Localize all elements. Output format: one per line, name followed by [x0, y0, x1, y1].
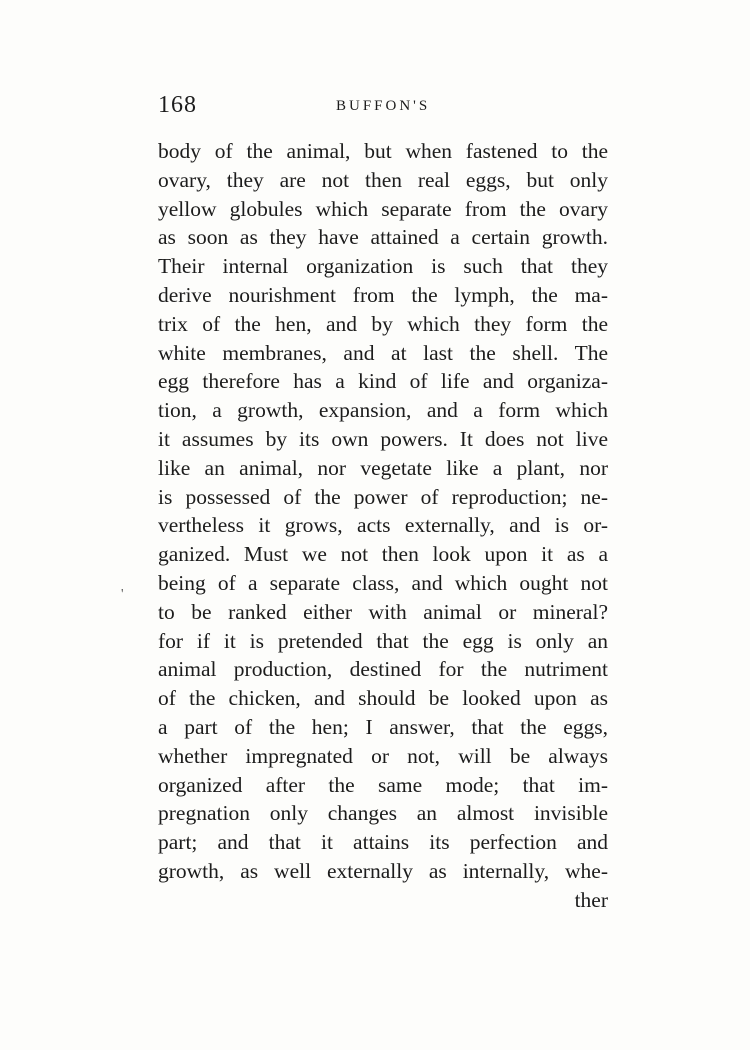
text-line: white membranes, and at last the shell. The [158, 340, 608, 365]
text-line: pregnation only changes an almost invisible [158, 801, 608, 826]
text-line: whether impregnated or not, will be always [158, 743, 608, 768]
text-line: Their internal organization is such that they [158, 254, 608, 279]
text-line: ganized. Must we not then look upon it as a [158, 542, 608, 567]
text-line: ovary, they are not then real eggs, but only [158, 167, 608, 192]
text-line: like an animal, nor vegetate like a plant, nor [158, 455, 608, 480]
text-line: yellow globules which separate from the ovary [158, 196, 608, 221]
text-line: egg therefore has a kind of life and organiza- [158, 369, 608, 394]
text-line: part; and that it attains its perfection and [158, 830, 608, 855]
text-line: is possessed of the power of reproduction; ne- [158, 484, 608, 509]
text-line: it assumes by its own powers. It does not live [158, 426, 608, 451]
text-line: of the chicken, and should be looked upon as [158, 686, 608, 711]
text-line: vertheless it grows, acts externally, and is or- [158, 513, 608, 538]
text-line: to be ranked either with animal or mineral? [158, 599, 608, 624]
text-line: a part of the hen; I answer, that the eggs, [158, 714, 608, 739]
text-line: growth, as well externally as internally, whe- [158, 858, 608, 883]
text-line: body of the animal, but when fastened to the [158, 139, 608, 163]
page-number: 168 [158, 92, 197, 118]
body-text [158, 137, 608, 915]
running-head: BUFFON'S [336, 98, 431, 114]
text-line: trix of the hen, and by which they form the [158, 311, 608, 336]
margin-mark: ' [121, 587, 124, 602]
text-line: organized after the same mode; that im- [158, 772, 608, 797]
text-line: for if it is pretended that the egg is only an [158, 628, 608, 653]
text-line: animal production, destined for the nutriment [158, 657, 608, 682]
catchword: ther [574, 887, 608, 912]
text-line: as soon as they have attained a certain growth. [158, 225, 608, 250]
text-line: being of a separate class, and which ought not [158, 570, 608, 595]
text-line: tion, a growth, expansion, and a form which [158, 398, 608, 423]
text-line: derive nourishment from the lymph, the ma- [158, 282, 608, 307]
page-header [158, 92, 608, 122]
